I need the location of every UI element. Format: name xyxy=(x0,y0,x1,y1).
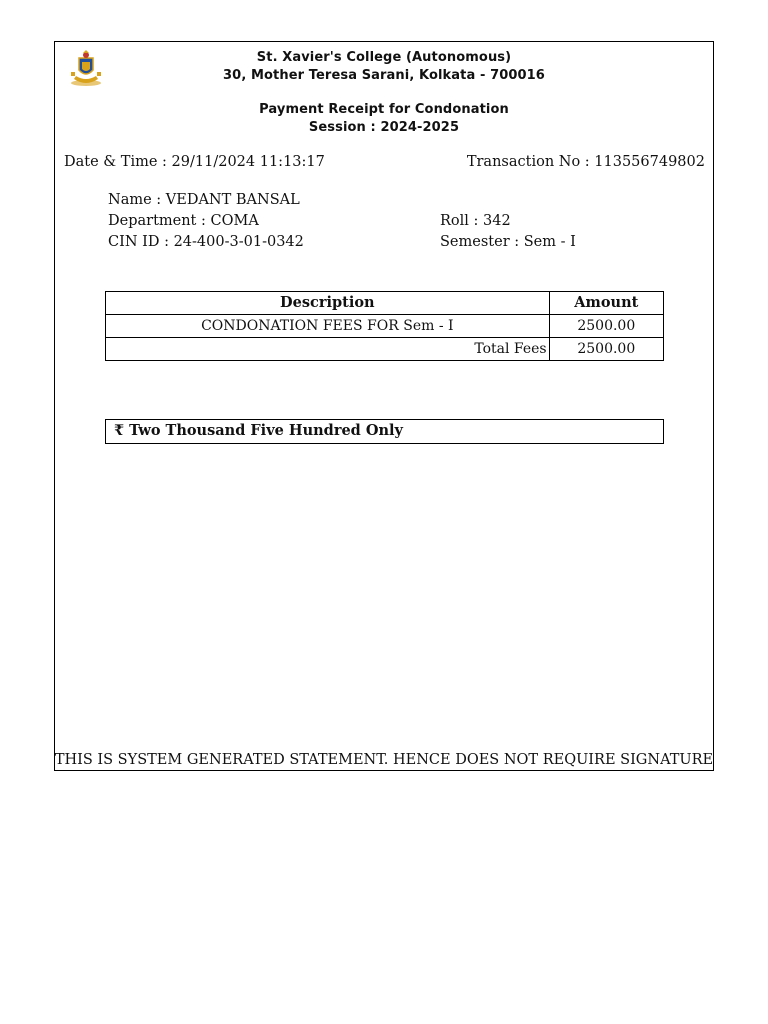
amount-in-words: Two Thousand Five Hundred Only xyxy=(129,422,403,439)
date-time: Date & Time : 29/11/2024 11:13:17 xyxy=(64,154,325,170)
college-address: 30, Mother Teresa Sarani, Kolkata - 700016 xyxy=(223,68,545,83)
transaction-number: Transaction No : 113556749802 xyxy=(466,154,705,170)
table-row xyxy=(106,315,664,338)
student-cin: CIN ID : 24-400-3-01-0342 xyxy=(108,234,304,250)
receipt-title: Payment Receipt for Condonation xyxy=(259,102,509,117)
student-department: Department : COMA xyxy=(108,213,259,229)
total-label: Total Fees xyxy=(106,338,550,361)
student-roll: Roll : 342 xyxy=(440,213,511,229)
header-amount: Amount xyxy=(549,292,663,315)
student-name: Name : VEDANT BANSAL xyxy=(108,192,300,208)
receipt-session: Session : 2024-2025 xyxy=(308,120,460,135)
fees-table xyxy=(105,291,664,361)
system-generated-note: THIS IS SYSTEM GENERATED STATEMENT. HENCE DOES NOT REQUIRE SIGNATURE xyxy=(54,752,714,768)
total-amount: 2500.00 xyxy=(549,338,663,361)
table-header-row xyxy=(106,292,664,315)
student-semester: Semester : Sem - I xyxy=(440,234,576,250)
receipt-frame xyxy=(54,41,714,771)
header-description: Description xyxy=(106,292,550,315)
rupee-icon: ₹ xyxy=(114,422,125,439)
fee-amount: 2500.00 xyxy=(549,315,663,338)
amount-in-words-box xyxy=(105,419,664,444)
fee-description: CONDONATION FEES FOR Sem - I xyxy=(106,315,550,338)
total-row xyxy=(106,338,664,361)
college-name: St. Xavier's College (Autonomous) xyxy=(256,50,512,65)
